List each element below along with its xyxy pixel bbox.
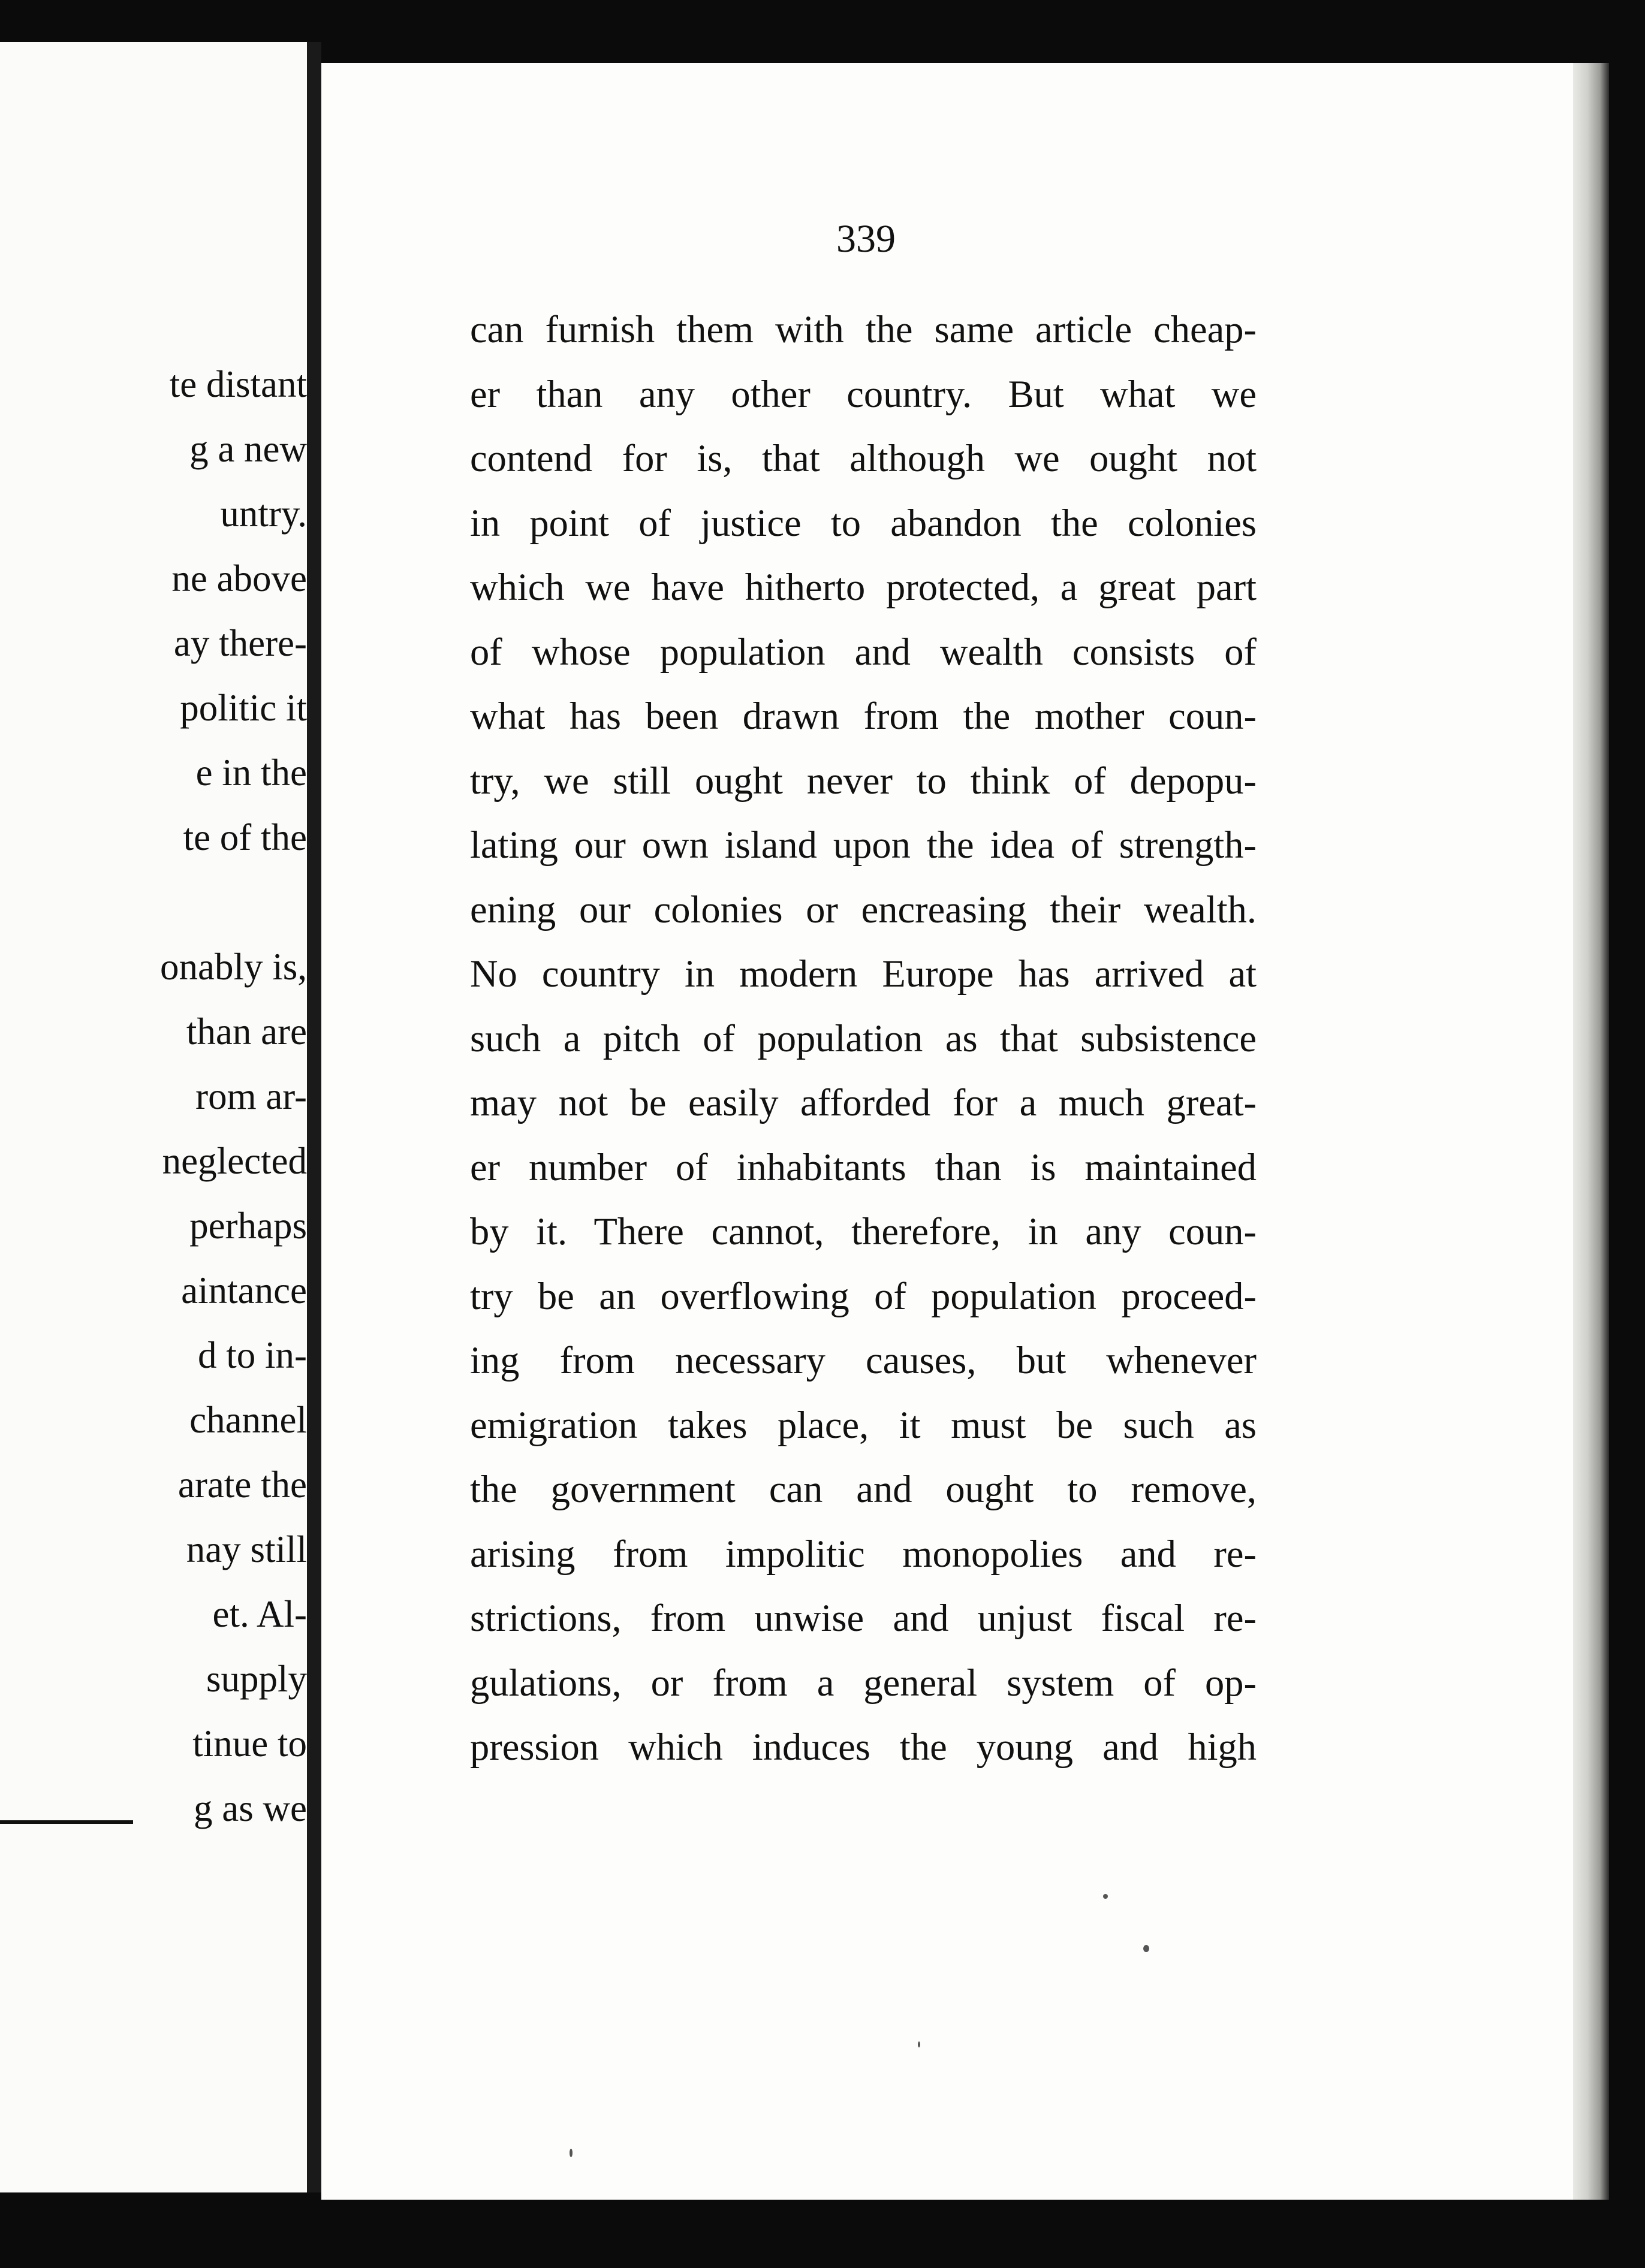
left-page-line: arate the bbox=[177, 1464, 307, 1506]
text-line: which we have hitherto protected, a great part bbox=[470, 566, 1257, 608]
text-line: er than any other country. But what we bbox=[470, 372, 1257, 415]
page-edge-shadow bbox=[1573, 63, 1609, 2200]
text-line: of whose population and wealth consists of bbox=[470, 630, 1257, 673]
text-line: such a pitch of population as that subsistence bbox=[470, 1017, 1257, 1060]
left-page-line: e in the bbox=[195, 752, 307, 794]
left-page-line: supply bbox=[206, 1658, 307, 1700]
text-line: ing from necessary causes, but whenever bbox=[470, 1339, 1257, 1382]
text-line: pression which induces the young and high bbox=[470, 1726, 1257, 1768]
left-page-text bbox=[103, 352, 307, 1841]
text-line: er number of inhabitants than is maintained bbox=[470, 1145, 1257, 1189]
text-line: arising from impolitic monopolies and re- bbox=[470, 1532, 1257, 1575]
left-page-line bbox=[103, 870, 313, 934]
left-page-line: d to in- bbox=[198, 1334, 307, 1376]
body-text bbox=[470, 297, 1257, 1780]
left-page-line: g a new bbox=[189, 428, 307, 470]
text-line: try, we still ought never to think of depopu- bbox=[470, 759, 1257, 802]
left-page-line: tinue to bbox=[192, 1723, 307, 1765]
book-gutter bbox=[313, 42, 321, 2192]
text-line: what has been drawn from the mother coun- bbox=[470, 695, 1257, 737]
text-line: emigration takes place, it must be such as bbox=[470, 1403, 1257, 1446]
text-line: may not be easily afforded for a much great- bbox=[470, 1081, 1257, 1124]
text-line: No country in modern Europe has arrived at bbox=[470, 952, 1257, 995]
left-page-line: politic it bbox=[180, 687, 307, 729]
text-line: by it. There cannot, therefore, in any coun- bbox=[470, 1210, 1257, 1253]
left-page-rule bbox=[0, 1820, 133, 1824]
left-page-line: g as we bbox=[194, 1787, 307, 1829]
left-page-line: nay still bbox=[186, 1528, 307, 1570]
left-page-line: neglected bbox=[162, 1140, 307, 1182]
page-number: 339 bbox=[836, 217, 896, 261]
left-page-line: ne above bbox=[171, 557, 307, 599]
paper-speck bbox=[570, 2149, 573, 2157]
text-line: gulations, or from a general system of op- bbox=[470, 1661, 1257, 1704]
left-page-line: et. Al- bbox=[212, 1593, 307, 1635]
left-page-line: perhaps bbox=[189, 1205, 307, 1247]
text-line: the government can and ought to remove, bbox=[470, 1468, 1257, 1510]
text-line: can furnish them with the same article cheap- bbox=[470, 308, 1257, 351]
left-page-line: onably is, bbox=[160, 946, 307, 988]
paper-speck bbox=[1143, 1945, 1149, 1952]
left-page-line: channel bbox=[189, 1399, 307, 1441]
left-page-line: te of the bbox=[183, 816, 307, 858]
left-facing-page bbox=[0, 42, 313, 2192]
text-line: contend for is, that although we ought not bbox=[470, 437, 1257, 479]
left-page-line: rom ar- bbox=[195, 1075, 307, 1117]
text-line: ening our colonies or encreasing their wealth. bbox=[470, 888, 1257, 931]
paper-speck bbox=[918, 2041, 920, 2047]
text-line: in point of justice to abandon the colonies bbox=[470, 501, 1257, 544]
paper-speck bbox=[1103, 1894, 1108, 1899]
left-page-line: untry. bbox=[220, 493, 307, 535]
text-line: strictions, from unwise and unjust fiscal re- bbox=[470, 1597, 1257, 1639]
left-page-line: aintance bbox=[181, 1269, 307, 1311]
left-page-line: ay there- bbox=[173, 622, 307, 664]
left-page-line: than are bbox=[186, 1011, 307, 1052]
left-page-line: te distant bbox=[169, 363, 307, 405]
text-line: try be an overflowing of population proceed- bbox=[470, 1274, 1257, 1317]
text-line: lating our own island upon the idea of strength- bbox=[470, 824, 1257, 866]
